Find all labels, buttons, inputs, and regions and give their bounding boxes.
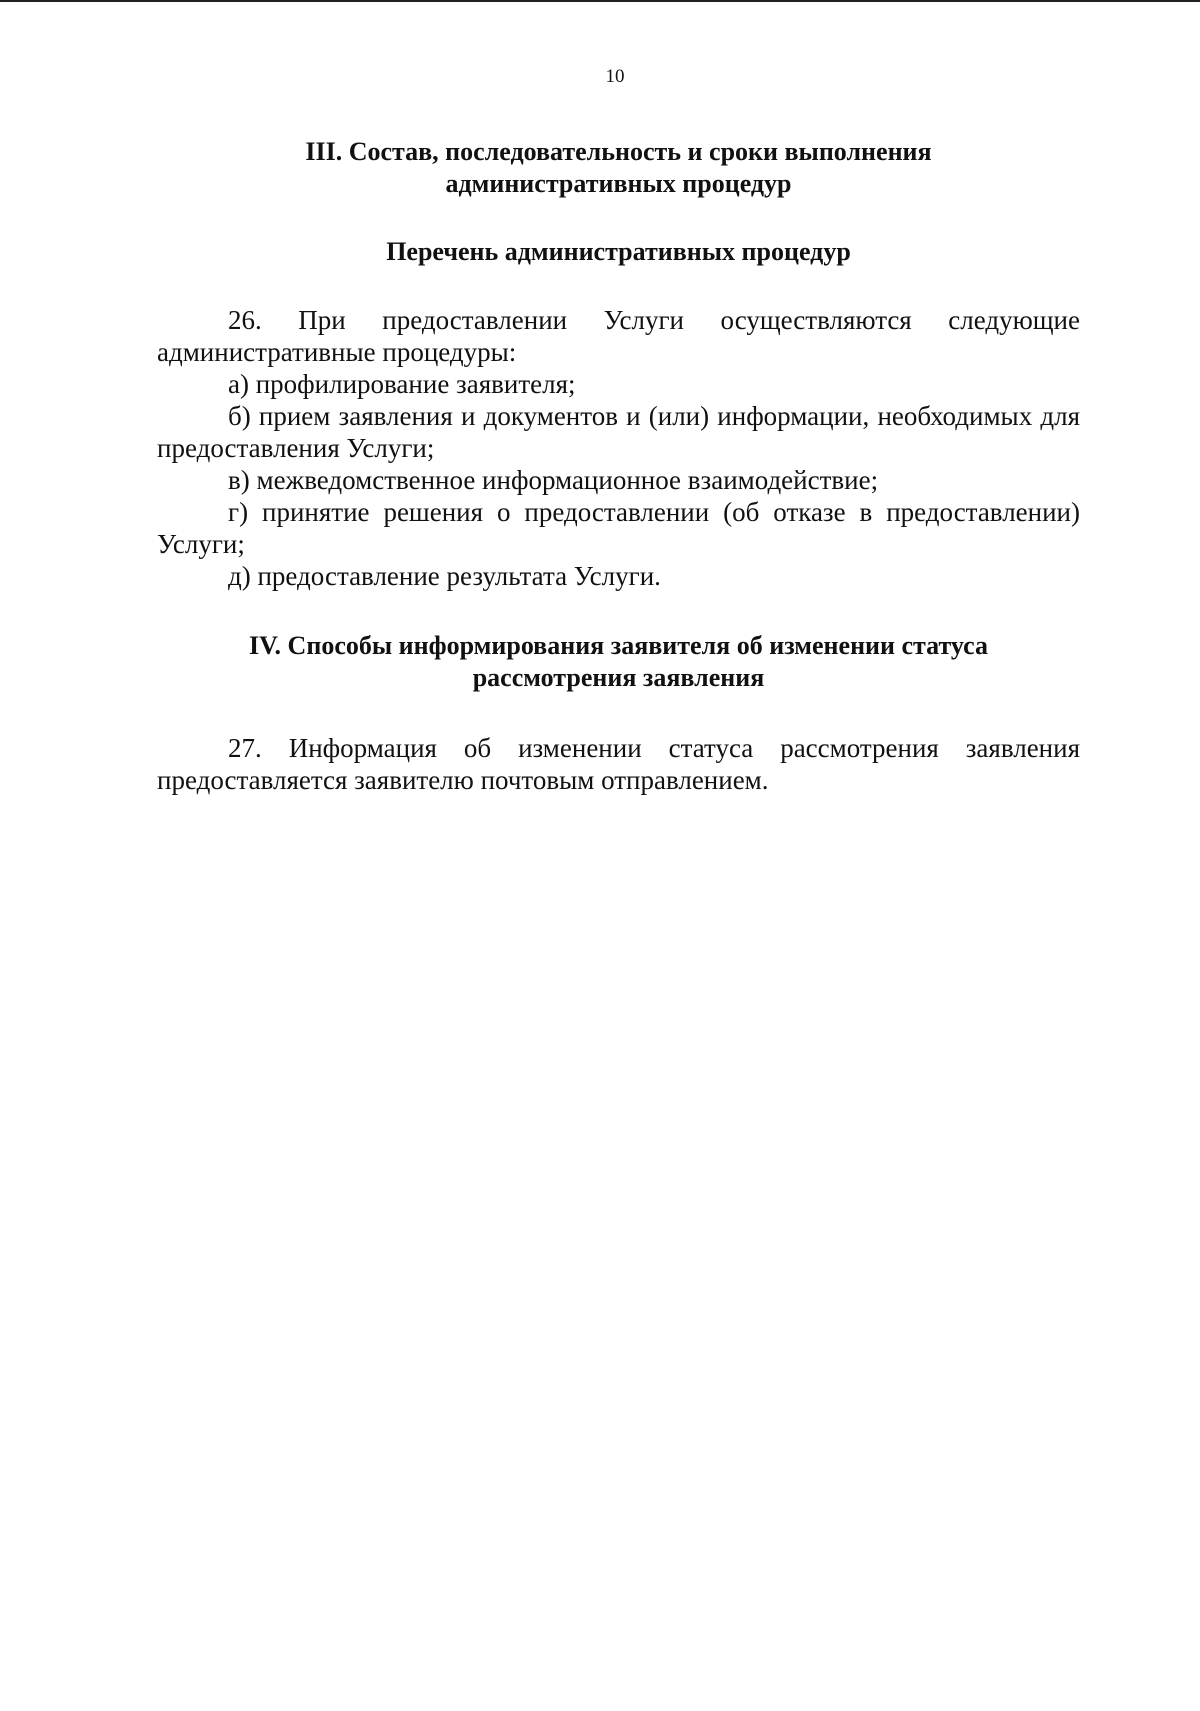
procedures-list-heading: Перечень административных процедур (386, 237, 851, 266)
procedure-item-a: а) профилирование заявителя; (228, 369, 576, 399)
scan-top-edge (0, 0, 1200, 2)
section-3-heading (157, 136, 1080, 200)
procedure-item-v: в) межведомственное информационное взаимодействие; (228, 465, 879, 495)
paragraph-27: 27. Информация об изменении статуса рассмотрения заявления предоставляется заявителю почтовым отправлением. (157, 733, 1080, 795)
section-3-heading-line-1: III. Состав, последовательность и сроки выполнения (305, 137, 932, 166)
paragraph-26: 26. При предоставлении Услуги осуществляются следующие административные процедуры: (157, 305, 1080, 367)
procedure-item-d: д) предоставление результата Услуги. (228, 561, 661, 591)
procedure-item-b: б) прием заявления и документов и (или) информации, необходимых для предоставления Услуги; (157, 401, 1080, 463)
section-3-heading-line-2: административных процедур (445, 169, 792, 198)
procedures-list (157, 368, 1080, 592)
section-4-heading (157, 630, 1080, 694)
page-number: 10 (605, 66, 625, 87)
section-4-heading-line-1: IV. Способы информирования заявителя об изменении статуса (249, 631, 988, 660)
document-body (157, 136, 1080, 796)
procedure-item-g: г) принятие решения о предоставлении (об отказе в предоставлении) Услуги; (157, 497, 1080, 559)
section-4-heading-line-2: рассмотрения заявления (472, 663, 765, 692)
